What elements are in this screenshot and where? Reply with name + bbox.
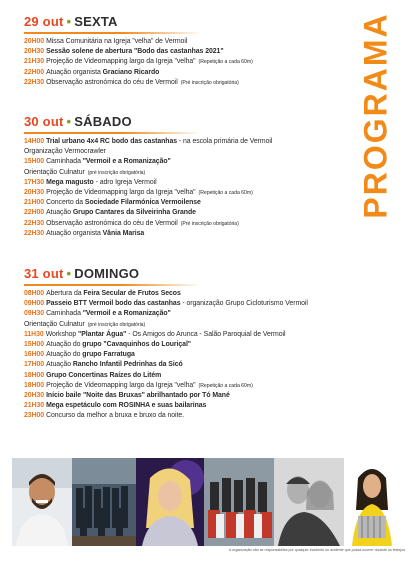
event-highlight: Grupo Cantares da Silveirinha Grande [72, 209, 196, 217]
event-time: 18H00 [24, 371, 45, 379]
event-time: 15H00 [24, 158, 45, 166]
event-highlight: grupo "Cavaquinhos do Louriçal" [82, 341, 192, 349]
event-text: Organização Vermocrawler [24, 148, 106, 156]
photo-duo-singers [274, 458, 344, 546]
day-header [24, 266, 308, 282]
day-date: 31 out [24, 266, 64, 281]
event-text: Orientação Culnatur [24, 320, 85, 328]
event-highlight: "Vermoil e a Romanização" [82, 310, 171, 318]
event-highlight: "Plantar Água" [78, 330, 127, 338]
event-text: Caminhada [46, 158, 83, 166]
event-text: Abertura da [46, 290, 84, 297]
day-header [24, 14, 253, 30]
photo-man-smiling [12, 458, 72, 546]
event-text: Concurso da melhor a bruxa e bruxo da noite. [46, 412, 185, 420]
event-row [24, 47, 253, 57]
event-time: 21H00 [24, 199, 45, 207]
event-row [24, 198, 272, 208]
disclaimer-footnote: A organização não se responsabiliza por qualquer incidente ou acidente que possa ocorrer durante os festejos. [228, 548, 406, 552]
day-underline [24, 132, 202, 134]
event-note: (Repetição a cada 60m) [198, 382, 253, 389]
event-row [24, 401, 308, 411]
programa-title-text: PROGRAMA [357, 11, 394, 219]
event-row [24, 78, 253, 88]
day-block-1 [24, 14, 253, 88]
event-row [24, 57, 253, 67]
event-row [24, 309, 308, 319]
event-row [24, 147, 272, 157]
event-highlight: Trial urbano 4x4 RC bodo das castanhas [46, 138, 178, 145]
event-row [24, 371, 308, 381]
event-time: 23H00 [24, 412, 45, 420]
event-time: 21H30 [24, 402, 45, 410]
event-highlight: Vânia Marisa [102, 229, 145, 237]
photo-strip [0, 458, 410, 546]
day-dot-separator: • [66, 114, 72, 129]
event-time: 16H00 [24, 351, 45, 359]
day-date: 29 out [24, 14, 64, 29]
event-row [24, 360, 308, 370]
event-text: Observação astronómica do céu de Vermoil [46, 219, 178, 227]
event-time: 09H00 [24, 300, 45, 308]
event-row [24, 178, 272, 188]
event-time: 11H30 [24, 330, 44, 338]
day-name: SEXTA [74, 14, 118, 29]
event-note: (Repetição a cada 60m) [198, 190, 253, 197]
event-highlight: Início baile "Noite das Bruxas" abrilhantado por Tó Mané [46, 392, 230, 400]
event-time: 17H00 [24, 361, 45, 369]
event-row [24, 381, 308, 391]
event-list [24, 137, 272, 239]
event-detail: - organização Grupo Cicloturismo Vermoil [180, 300, 308, 308]
day-underline [24, 284, 202, 286]
event-time: 15H00 [24, 341, 45, 349]
day-name: SÁBADO [74, 114, 132, 129]
event-time: 20H30 [24, 189, 45, 197]
day-date: 30 out [24, 114, 64, 129]
event-row [24, 330, 308, 340]
event-time: 20H00 [24, 38, 45, 45]
event-time: 09H30 [24, 310, 45, 318]
day-block-2 [24, 114, 272, 239]
event-text: Atuação organista [46, 229, 103, 237]
event-text: Workshop [45, 330, 79, 338]
event-text: Atuação [46, 209, 73, 217]
event-note: (pré inscrição obrigatória) [87, 169, 146, 176]
event-text: Concerto da [46, 199, 85, 207]
event-time: 20H30 [24, 392, 45, 400]
event-text: Atuação do [46, 351, 83, 359]
day-name: DOMINGO [74, 266, 140, 281]
event-row [24, 350, 308, 360]
programa-vertical-title [356, 11, 396, 219]
event-row [24, 37, 253, 47]
event-list [24, 289, 308, 422]
event-row [24, 157, 272, 167]
event-row [24, 68, 253, 78]
event-detail: - adro Igreja Vermoil [93, 178, 157, 186]
event-time: 08H00 [24, 290, 45, 297]
event-time: 22H30 [24, 219, 45, 227]
event-list [24, 37, 253, 88]
event-note: (pré inscrição obrigatória) [87, 321, 146, 328]
event-highlight: Mega magusto [46, 178, 94, 186]
day-underline [24, 32, 202, 34]
event-note: (Pré inscrição obrigatória) [180, 220, 239, 227]
event-highlight: "Vermoil e a Romanização" [82, 158, 171, 166]
event-row [24, 340, 308, 350]
event-note: (Repetição a cada 60m) [198, 59, 253, 66]
event-text: Observação astronómica do céu de Vermoil [46, 78, 178, 86]
event-detail: - Os Amigos do Arunca - Salão Paroquial de Vermoil [126, 330, 286, 338]
event-row [24, 299, 308, 309]
event-text: Atuação organista [46, 68, 103, 76]
event-text: Projeção de Videomapping largo da Igreja "velha" [46, 381, 196, 389]
event-row [24, 168, 272, 178]
photo-folk-group [204, 458, 274, 546]
day-dot-separator: • [66, 266, 72, 281]
event-highlight: Passeio BTT Vermoil bodo das castanhas [46, 300, 181, 308]
event-note: (Pré inscrição obrigatória) [180, 79, 239, 86]
event-text: Atuação [46, 361, 73, 369]
event-row [24, 320, 308, 330]
day-block-3 [24, 266, 308, 422]
event-time: 22H00 [24, 68, 45, 76]
event-row [24, 391, 308, 401]
event-row [24, 137, 272, 147]
event-text: Projeção de Videomapping largo da Igreja "velha" [46, 58, 196, 66]
event-time: 18H00 [24, 381, 45, 389]
event-time: 17H30 [24, 178, 45, 186]
event-text: Orientação Culnatur [24, 168, 85, 176]
event-highlight: Sessão solene de abertura "Bodo das castanhas 2021" [46, 48, 224, 56]
photo-band-group [72, 458, 136, 546]
event-text: Missa Comunitária na Igreja "velha" de Vermoil [46, 38, 188, 45]
event-row [24, 411, 308, 421]
event-highlight: Grupo Concertinas Raízes do Litém [46, 371, 162, 379]
event-text: Projeção de Videomapping largo da Igreja "velha" [46, 189, 196, 197]
day-header [24, 114, 272, 130]
day-dot-separator: • [66, 14, 72, 29]
event-time: 14H00 [24, 138, 45, 145]
event-time: 22H30 [24, 229, 45, 237]
event-row [24, 208, 272, 218]
event-highlight: Graciano Ricardo [102, 68, 160, 76]
event-row [24, 188, 272, 198]
event-highlight: Mega espetáculo com ROSINHA e suas bailarinas [46, 402, 207, 410]
event-highlight: Rancho Infantil Pedrinhas da Sicó [72, 361, 183, 369]
event-row [24, 289, 308, 299]
photo-accordion-singer [344, 458, 400, 546]
event-row [24, 229, 272, 239]
photo-blonde-singer [136, 458, 204, 546]
event-highlight: Feira Secular de Frutos Secos [83, 290, 181, 297]
event-time: 21H30 [24, 58, 45, 66]
event-text: Atuação do [46, 341, 83, 349]
event-highlight: Sociedade Filarmónica Vermoilense [84, 199, 201, 207]
event-text: Caminhada [46, 310, 83, 318]
event-row [24, 219, 272, 229]
event-time: 20H30 [24, 48, 45, 56]
event-detail: - na escola primária de Vermoil [177, 138, 273, 145]
event-time: 22H00 [24, 209, 45, 217]
event-time: 22H30 [24, 78, 45, 86]
event-highlight: grupo Farratuga [82, 351, 135, 359]
